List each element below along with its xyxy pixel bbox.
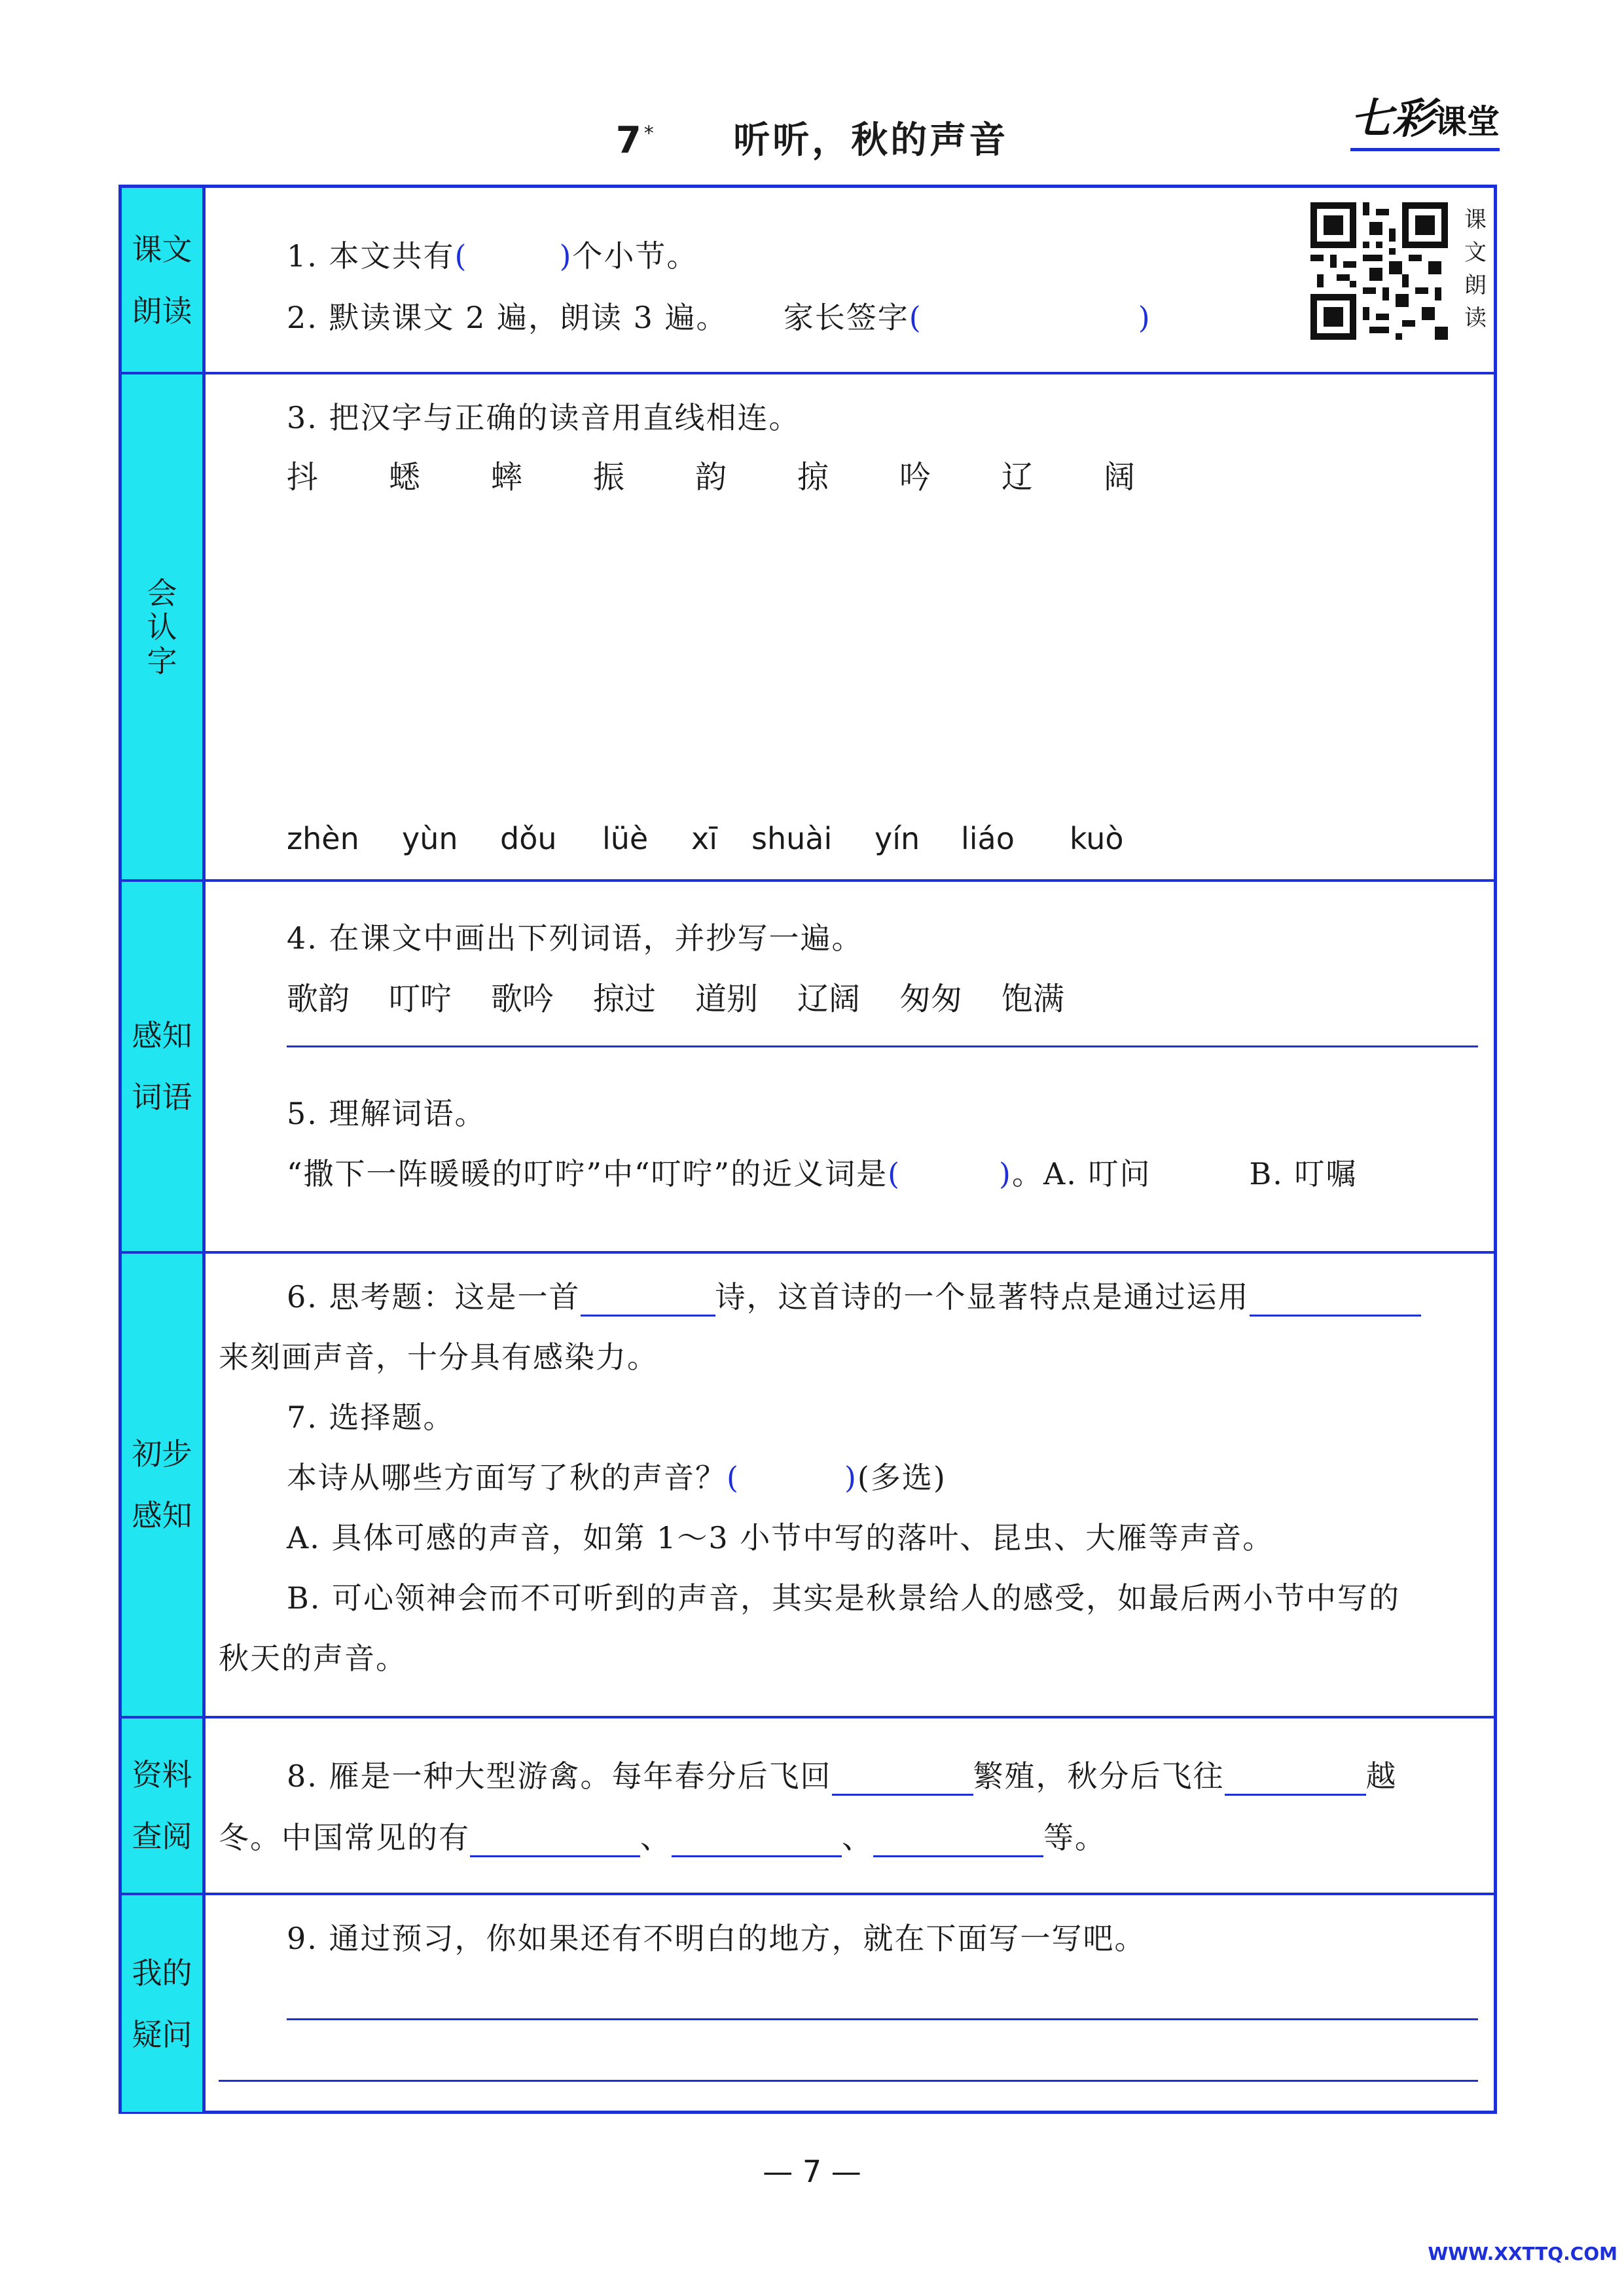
page-number: — 7 — [763,2154,861,2189]
worksheet-frame [118,185,1497,2114]
question-6-line2: 来刻画声音，十分具有感染力。 [219,1339,659,1375]
brand-logo [1350,85,1500,151]
lesson-mark: * [643,122,657,145]
word-item: 饱满 [1001,981,1065,1017]
character-item[interactable]: 蟋 [389,459,421,496]
pinyin-item[interactable]: xī [691,821,718,856]
section-label: 会 认 字 [122,374,206,879]
pinyin-item[interactable]: zhèn [287,821,359,856]
word-item: 歌吟 [491,981,554,1017]
character-item[interactable]: 辽 [1001,459,1034,496]
answer-blank-goose-3[interactable] [873,1826,1043,1857]
character-item[interactable]: 抖 [287,459,319,496]
question-7-prompt: 本诗从哪些方面写了秋的声音？( )(多选) [287,1460,947,1495]
writing-line[interactable] [219,2080,1478,2082]
copy-writing-line[interactable] [287,1045,1478,1047]
lesson-number: 7 [615,119,644,162]
answer-blank-technique[interactable] [1250,1286,1421,1317]
writing-line[interactable] [287,2018,1478,2020]
section-content [206,1718,1494,1893]
character-item[interactable]: 吟 [899,459,931,496]
section-words [122,882,1494,1254]
label-line: 朗读 [132,293,192,329]
brand-sub: 课堂 [1434,103,1500,141]
question-1: 1. 本文共有( )个小节。 [287,238,698,274]
section-questions [122,1895,1494,2112]
pinyin-item[interactable]: liáo [961,821,1015,856]
character-row [287,452,1206,497]
question-3: 3. 把汉字与正确的读音用直线相连。 [287,400,801,435]
option-b-line2: 秋天的声音。 [219,1641,407,1676]
pinyin-item[interactable]: kuò [1070,821,1124,856]
option-a: A. 具体可感的声音，如第 1～3 小节中写的落叶、昆虫、大雁等声音。 [287,1520,1274,1555]
pinyin-row [287,821,1148,856]
qr-code-icon[interactable] [1310,202,1448,340]
section-label: 资料 查阅 [122,1718,206,1893]
pinyin-item[interactable]: shuài [751,821,833,856]
character-item[interactable]: 阔 [1104,459,1136,496]
question-8: 8. 雁是一种大型游禽。每年春分后飞回 繁殖，秋分后飞往 越 [287,1753,1398,1796]
character-item[interactable]: 振 [593,459,625,496]
section-content [206,1895,1494,2112]
section-characters [122,374,1494,882]
watermark-url: WWW.XXTTQ.COM [1428,2243,1617,2264]
section-content [206,882,1494,1251]
pinyin-item[interactable]: yín [875,821,920,856]
section-content [206,1254,1494,1716]
word-item: 道别 [695,981,759,1017]
section-perception [122,1254,1494,1718]
option-b: B. 可心领神会而不可听到的声音，其实是秋景给人的感受，如最后两小节中写的 [287,1580,1401,1616]
section-content [206,374,1494,879]
word-item: 叮咛 [389,981,452,1017]
pinyin-item[interactable]: dǒu [500,821,557,856]
answer-blank-poem-type[interactable] [581,1286,715,1317]
answer-blank-goose-1[interactable] [470,1826,640,1857]
answer-blank-spring-place[interactable] [832,1765,973,1796]
section-reading [122,188,1494,374]
question-9: 9. 通过预习，你如果还有不明白的地方，就在下面写一写吧。 [287,1921,1146,1956]
character-item[interactable]: 蟀 [491,459,523,496]
pinyin-item[interactable]: lüè [602,821,649,856]
pinyin-item[interactable]: yùn [402,821,458,856]
section-label: 感知 词语 [122,882,206,1251]
lesson-title: 听听，秋的声音 [733,119,1009,162]
word-item: 匆匆 [899,981,963,1017]
answer-blank-autumn-place[interactable] [1225,1765,1366,1796]
word-item: 辽阔 [797,981,861,1017]
word-list [287,973,1104,1019]
question-5-prompt: “撒下一阵暖暖的叮咛”中“叮咛”的近义词是( )。A. 叮问 B. 叮嘱 [287,1156,1358,1191]
answer-blank-goose-2[interactable] [672,1826,842,1857]
question-4: 4. 在课文中画出下列词语，并抄写一遍。 [287,920,863,956]
section-label: 我的 疑问 [122,1895,206,2112]
question-5: 5. 理解词语。 [287,1096,486,1131]
question-2: 2. 默读课文 2 遍，朗读 3 遍。 家长签字( ) [287,300,1151,335]
question-7: 7. 选择题。 [287,1400,455,1435]
question-8-line2: 冬。中国常见的有 、 、 等。 [219,1814,1106,1857]
question-6: 6. 思考题：这是一首 诗，这首诗的一个显著特点是通过运用 [287,1273,1421,1317]
qr-label: 课 文 朗 读 [1464,207,1487,331]
section-content [206,188,1494,372]
section-label: 初步 感知 [122,1254,206,1716]
section-research [122,1718,1494,1895]
section-label [122,188,206,372]
brand-main: 七彩 [1350,95,1434,143]
character-item[interactable]: 韵 [695,459,727,496]
word-item: 掠过 [593,981,657,1017]
label-line: 课文 [132,231,192,267]
character-item[interactable]: 掠 [797,459,829,496]
word-item: 歌韵 [287,981,350,1017]
